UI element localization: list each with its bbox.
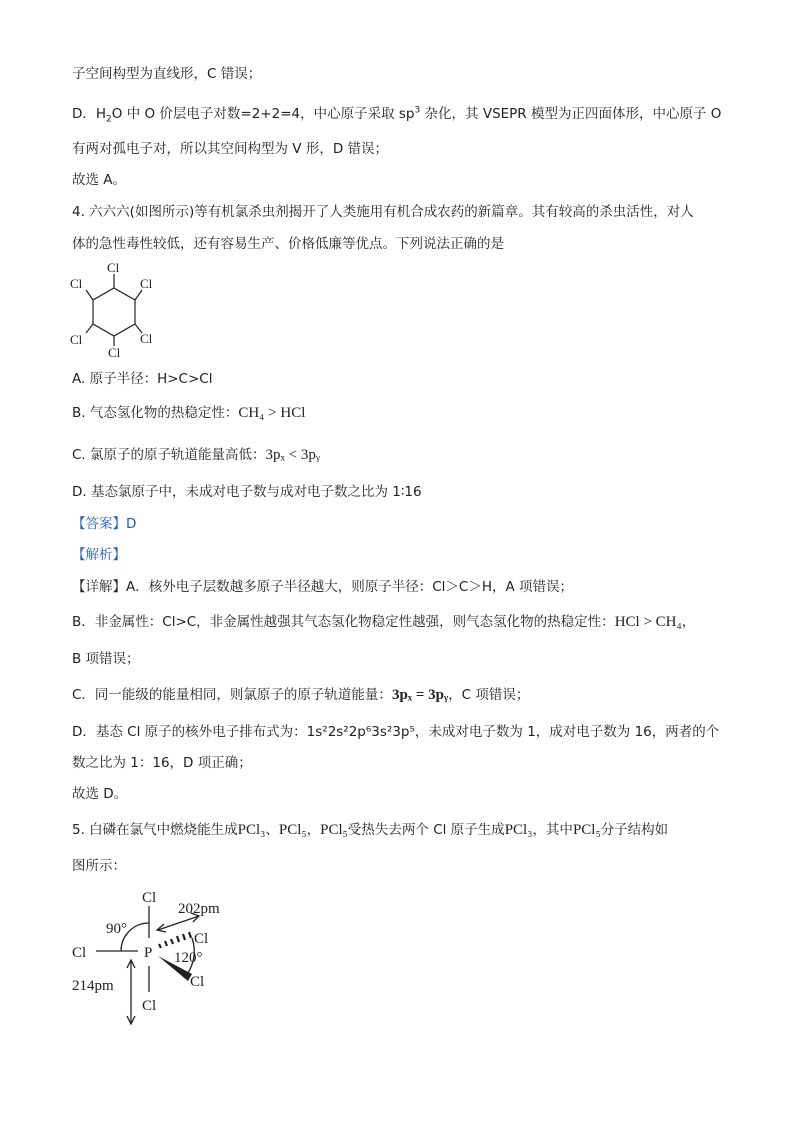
cl-atom-label: Cl <box>142 890 157 906</box>
answer-label: 【答案】D <box>72 516 137 532</box>
text-line: D．$H_2O$ 中 O 价层电子对数=2+2=4，中心原子采取 $sp^3$ 杂化，其 VSEPR 模型为正四面体形，中心原子 O <box>72 105 722 125</box>
detail-line: B．非金属性：Cl>C，非金属性越强其气态氢化物稳定性越强，则气态氢化物的热稳定性：HCl > CH₄， <box>72 614 696 630</box>
text-line: 子空间构型为直线形，C 错误； <box>72 66 262 82</box>
detail-line: D．基态 Cl 原子的核外电子排布式为：1s²2s²2p⁶3s²3p⁵，未成对电子数为 1，成对电子数为 16，两者的个 <box>72 724 720 740</box>
analysis-label: 【解析】 <box>72 547 126 563</box>
cl-atom-label: Cl <box>190 974 205 990</box>
angle-label: 90° <box>106 921 127 937</box>
cl-atom-label: Cl <box>142 998 157 1014</box>
option-d: D. 基态氯原子中，未成对电子数与成对电子数之比为 1∶16 <box>72 484 422 500</box>
bond-length-label: 214pm <box>72 978 114 994</box>
cl-atom-label: Cl <box>70 276 83 291</box>
hexachlorocyclohexane-structure <box>64 258 164 363</box>
detail-line: 故选 D。 <box>72 786 128 802</box>
cl-atom-label: Cl <box>72 945 87 961</box>
cl-atom-label: Cl <box>107 260 120 275</box>
option-a: A. 原子半径：H>C>Cl <box>72 371 213 387</box>
question-4-text: 体的急性毒性较低，还有容易生产、价格低廉等优点。下列说法正确的是 <box>72 236 504 252</box>
option-c: C. 氯原子的原子轨道能量高低：3pₓ < 3pᵧ <box>72 447 320 463</box>
detail-line: C．同一能级的能量相同，则氯原子的原子轨道能量：3pₓ = 3pᵧ，C 项错误； <box>72 687 530 703</box>
bond-length-label: 202pm <box>178 901 220 917</box>
question-4-text: 4. 六六六(如图所示)等有机氯杀虫剂揭开了人类施用有机合成农药的新篇章。其有较高的杀虫活性，对人 <box>72 204 694 220</box>
cl-atom-label: Cl <box>108 345 121 360</box>
cl-atom-label: Cl <box>140 331 153 346</box>
option-b: B. 气态氢化物的热稳定性：CH₄ > HCl <box>72 405 306 421</box>
p-atom-label: P <box>144 945 153 961</box>
angle-label: 120° <box>174 950 203 966</box>
cl-atom-label: Cl <box>194 931 209 947</box>
detail-line: 数之比为 1：16，D 项正确； <box>72 755 252 771</box>
pcl5-structure <box>66 880 256 1030</box>
cl-atom-label: Cl <box>140 276 153 291</box>
detail-line: B 项错误； <box>72 651 140 667</box>
cl-atom-label: Cl <box>70 332 83 347</box>
question-5-text: 5. 白磷在氯气中燃烧能生成PCl₃、PCl₅，PCl₅受热失去两个 Cl 原子生成PCl₃，其中PCl₅分子结构如 <box>72 822 669 838</box>
text-line: 故选 A。 <box>72 172 127 188</box>
detail-line: 【详解】A．核外电子层数越多原子半径越大，则原子半径：Cl＞C＞H，A 项错误； <box>72 579 574 595</box>
text-line: 有两对孤电子对，所以其空间构型为 V 形，D 错误； <box>72 141 389 157</box>
question-5-text: 图所示： <box>72 858 126 874</box>
